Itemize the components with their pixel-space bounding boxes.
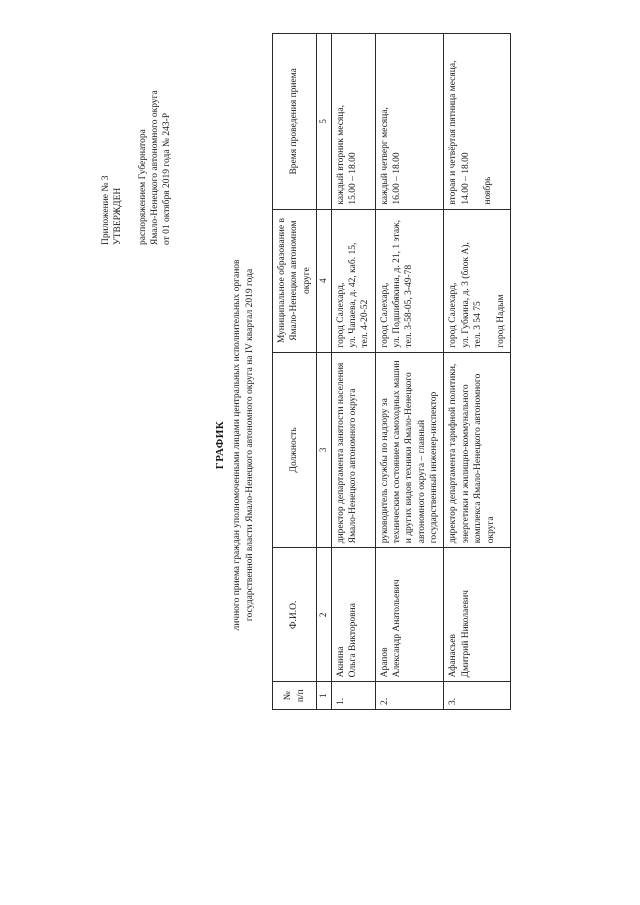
column-number: 4 bbox=[317, 209, 332, 352]
mun-phone: тел. 3 54 75 bbox=[473, 301, 484, 348]
document-heading bbox=[213, 95, 256, 795]
surname: Акнина bbox=[335, 646, 346, 678]
surname: Арапов bbox=[379, 647, 390, 678]
header-time: Время проведения приема bbox=[273, 34, 317, 210]
time-day: вторая и четвёртая пятница месяца, bbox=[448, 60, 459, 205]
row-time bbox=[331, 34, 375, 210]
row-num: 3. bbox=[444, 682, 510, 710]
row-num: 1. bbox=[331, 682, 375, 710]
column-number: 3 bbox=[317, 352, 332, 548]
row-time bbox=[444, 34, 510, 210]
appendix-number: Приложение № 3 bbox=[101, 175, 111, 245]
table-row bbox=[444, 34, 510, 710]
row-fio bbox=[331, 548, 375, 682]
row-time bbox=[375, 34, 444, 210]
given-names: Александр Анатольевич bbox=[392, 579, 403, 678]
table-header-row bbox=[273, 34, 317, 710]
row-num: 2. bbox=[375, 682, 444, 710]
header-fio: Ф.И.О. bbox=[273, 548, 317, 682]
approval-stamp bbox=[100, 5, 174, 245]
row-fio bbox=[375, 548, 444, 682]
mun-address: ул. Подшибякина, д. 21, 1 этаж, bbox=[392, 220, 403, 348]
mun-city: город Салехард, bbox=[379, 282, 390, 348]
given-names: Дмитрий Николаевич bbox=[460, 590, 471, 678]
header-num: № п/п bbox=[273, 682, 317, 710]
time-hours: 16.00 – 18.00 bbox=[392, 152, 403, 205]
reception-schedule-table bbox=[272, 33, 511, 710]
time-hours: 14.00 – 18.00 bbox=[460, 152, 471, 205]
time-hours: 15.00 – 18.00 bbox=[348, 152, 359, 205]
row-fio bbox=[444, 548, 510, 682]
order-line: распоряжением Губернатора bbox=[137, 129, 148, 245]
mun-address: ул. Губкина, д. 3 (блок А), bbox=[460, 242, 471, 348]
mun-phone: тел. 3-58-05, 3-49-78 bbox=[404, 264, 415, 348]
time-month: ноябрь bbox=[483, 176, 494, 205]
mun-phone: тел. 4-20-52 bbox=[360, 299, 371, 348]
table-row bbox=[331, 34, 375, 710]
document-subtitle-2: государственной власти Ямало-Ненецкого автономного округа на IV квартал 2019 года bbox=[244, 268, 255, 622]
mun-city: город Салехард, bbox=[335, 282, 346, 348]
row-municipality bbox=[444, 209, 510, 352]
mun-city-2: город Надым bbox=[495, 294, 506, 348]
mun-address: ул. Чапаева, д. 42, каб. 15, bbox=[348, 242, 359, 348]
surname: Афанасьев bbox=[448, 633, 459, 678]
row-municipality bbox=[331, 209, 375, 352]
table-row bbox=[375, 34, 444, 710]
row-municipality bbox=[375, 209, 444, 352]
column-number: 2 bbox=[317, 548, 332, 682]
row-position: директор департамента занятости населения Ямало-Ненецкого автономного округа bbox=[331, 352, 375, 548]
row-position: руководитель службы по надзору за техническим состоянием самоходных машин и других видов техники Ямало-Ненецкого автономного округа – главный государственный инженер-инспектор bbox=[375, 352, 444, 548]
mun-city: город Салехард, bbox=[448, 282, 459, 348]
given-names: Ольга Викторовна bbox=[348, 603, 359, 678]
column-number-row bbox=[317, 34, 332, 710]
column-number: 1 bbox=[317, 682, 332, 710]
header-position: Должность bbox=[273, 352, 317, 548]
order-date: от 01 октября 2019 года № 243-Р bbox=[162, 112, 173, 245]
header-municipality: Муниципальное образование в Ямало-Ненецком автономном округе bbox=[273, 209, 317, 352]
approved-label: УТВЕРЖДЕН bbox=[113, 187, 124, 245]
column-number: 5 bbox=[317, 34, 332, 210]
row-position: директор департамента тарифной политики, энергетики и жилищно-коммунального комплекса Ямало-Ненецкого автономного округа bbox=[444, 352, 510, 548]
document-subtitle-1: личного приема граждан уполномоченными лицами центральных исполнительных органов bbox=[232, 259, 243, 631]
order-region: Ямало-Ненецкого автономного округа bbox=[150, 90, 161, 245]
time-day: каждый четверг месяца, bbox=[379, 107, 390, 205]
time-day: каждый вторник месяца, bbox=[335, 105, 346, 205]
document-title: ГРАФИК bbox=[214, 420, 226, 470]
